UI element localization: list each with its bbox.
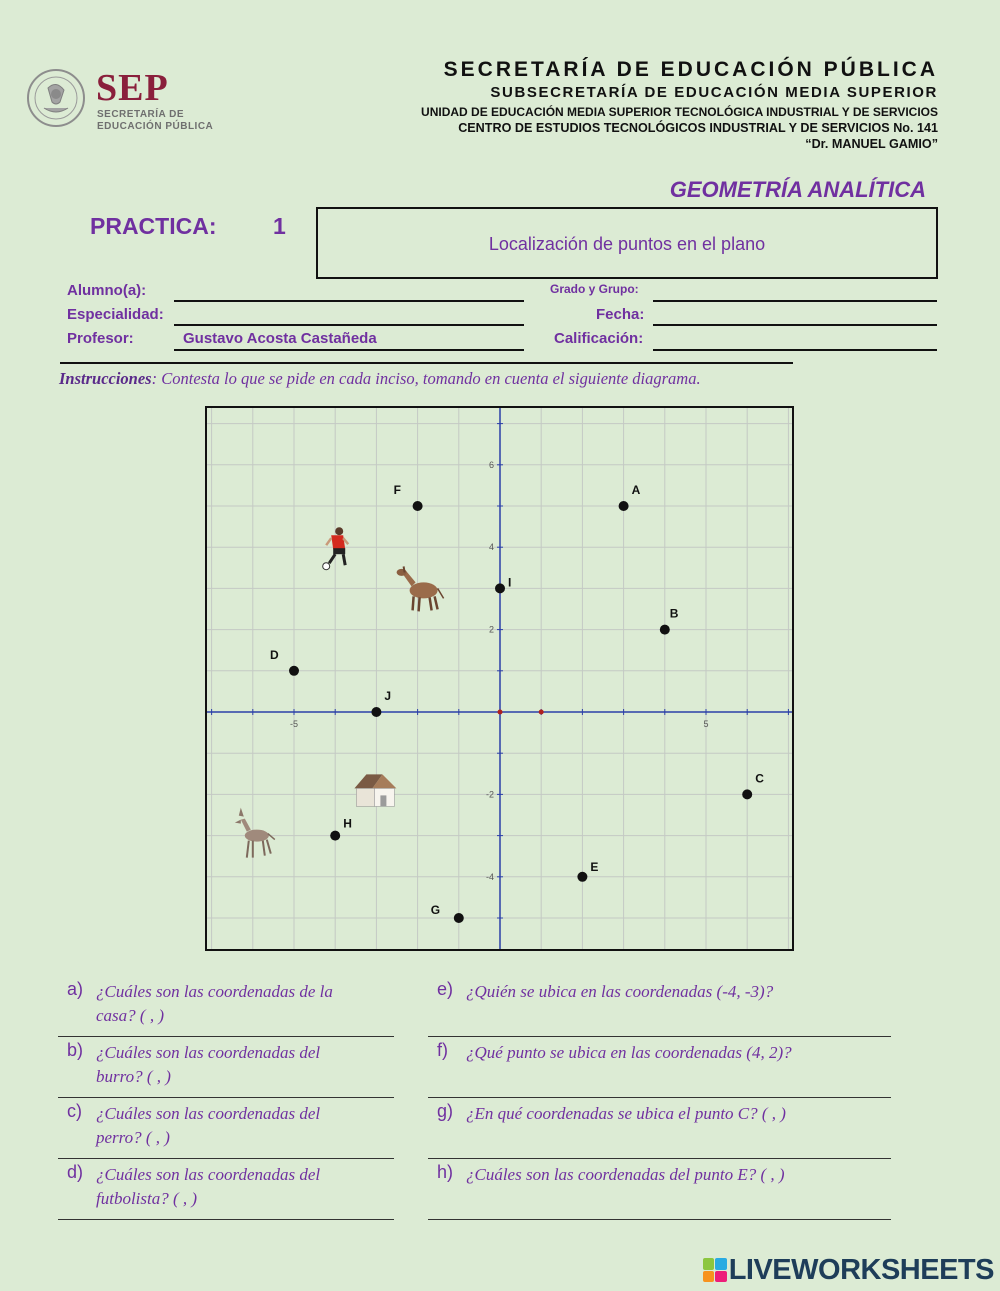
question-letter: e) (437, 979, 454, 999)
answer-line[interactable] (58, 1219, 394, 1220)
question-text: ¿Cuáles son las coordenadas de la casa? ( , ) (96, 982, 333, 1025)
coordinate-plane (205, 406, 794, 951)
point-label: C (755, 771, 764, 786)
question-text: ¿Quién se ubica en las coordenadas (-4, -3)? (466, 982, 774, 1001)
answer-line[interactable] (58, 1158, 394, 1159)
mexican-seal-icon (26, 68, 86, 128)
question-letter: b) (67, 1040, 84, 1060)
point-a (619, 501, 629, 511)
point-label: F (393, 483, 401, 497)
topic-box (316, 207, 938, 279)
point-label: H (343, 816, 352, 831)
question-letter: c) (67, 1101, 82, 1121)
subject-title: GEOMETRÍA ANALÍTICA (669, 177, 926, 202)
answer-line[interactable] (428, 1097, 891, 1098)
grade-label: Calificación: (554, 330, 644, 347)
topic-text: Localización de puntos en el plano (488, 234, 766, 254)
question-letter: a) (67, 979, 84, 999)
question-letter: d) (67, 1162, 84, 1182)
point-j (371, 707, 381, 717)
question-text: ¿Qué punto se ubica en las coordenadas (4, 2)? (466, 1043, 792, 1062)
point-g (454, 913, 464, 923)
practice-label: PRACTICA: (90, 213, 217, 239)
answer-line[interactable] (428, 1158, 891, 1159)
header-line: SECRETARÍA DE EDUCACIÓN PÚBLICA (443, 58, 938, 81)
point-label: A (631, 483, 641, 497)
answer-line[interactable] (58, 1036, 394, 1037)
instructions (59, 369, 701, 389)
question-letter: h) (437, 1162, 454, 1182)
point-b (660, 625, 670, 635)
point-h (330, 831, 340, 841)
dog-icon (235, 808, 275, 858)
origin-marker (539, 710, 544, 715)
point-label: J (384, 689, 392, 703)
point-label: I (508, 575, 512, 590)
answer-line[interactable] (428, 1219, 891, 1220)
coordinate-plane-svg (207, 408, 792, 949)
liveworksheets-logo (703, 1254, 994, 1286)
sep-logo (26, 66, 226, 136)
header-line: CENTRO DE ESTUDIOS TECNOLÓGICOS INDUSTRIAL Y DE SERVICIOS No. 141 (458, 121, 938, 135)
question-text: ¿En qué coordenadas se ubica el punto C? ( , ) (466, 1104, 786, 1123)
sep-logo-subtitle: EDUCACIÓN PÚBLICA (97, 121, 214, 132)
specialty-field[interactable] (174, 324, 524, 326)
teacher-name: Gustavo Acosta Castañeda (183, 330, 377, 347)
practice-number: 1 (273, 213, 286, 239)
header-line: SUBSECRETARÍA DE EDUCACIÓN MEDIA SUPERIOR (490, 84, 938, 101)
y-tick-label: -4 (485, 871, 494, 882)
liveworksheets-text: LIVEWORKSHEETS (728, 1253, 994, 1286)
x-tick-label: -5 (289, 719, 299, 729)
student-label: Alumno(a): (67, 282, 147, 299)
point-label: D (270, 647, 279, 662)
point-label: E (590, 859, 599, 874)
group-field[interactable] (653, 300, 937, 302)
answer-line[interactable] (428, 1036, 891, 1037)
liveworksheets-mark-icon (703, 1258, 727, 1282)
teacher-field-line (174, 349, 524, 351)
grade-field[interactable] (653, 349, 937, 351)
y-tick-label: 4 (488, 542, 494, 553)
donkey-icon (397, 566, 444, 611)
y-tick-label: 2 (488, 624, 494, 635)
point-label: B (669, 606, 679, 621)
group-label: Grado y Grupo: (550, 282, 639, 296)
point-d (289, 666, 299, 676)
question-letter: f) (437, 1040, 448, 1060)
sep-logo-subtitle: SECRETARÍA DE (97, 109, 185, 120)
student-field[interactable] (174, 300, 524, 302)
instructions-text: : Contesta lo que se pide en cada inciso, tomando en cuenta el siguiente diagrama. (151, 369, 701, 388)
point-i (495, 583, 505, 593)
point-f (413, 501, 423, 511)
question-text: ¿Cuáles son las coordenadas del perro? ( , ) (96, 1104, 321, 1147)
point-c (742, 789, 752, 799)
header-line: UNIDAD DE EDUCACIÓN MEDIA SUPERIOR TECNOLÓGICA INDUSTRIAL Y DE SERVICIOS (421, 105, 938, 119)
date-field[interactable] (653, 324, 937, 326)
point-label: G (430, 903, 441, 917)
question-text: ¿Cuáles son las coordenadas del futbolista? ( , ) (96, 1165, 321, 1208)
teacher-label: Profesor: (67, 330, 134, 347)
sep-logo-text: SEP (96, 67, 169, 109)
instructions-label: Instrucciones (59, 369, 152, 388)
x-tick-label: 5 (703, 719, 709, 729)
specialty-label: Especialidad: (67, 306, 164, 323)
y-tick-label: -2 (485, 789, 494, 800)
date-label: Fecha: (596, 306, 645, 323)
answer-line[interactable] (58, 1097, 394, 1098)
question-letter: g) (437, 1101, 454, 1121)
header-line: “Dr. MANUEL GAMIO” (805, 137, 938, 151)
question-text: ¿Cuáles son las coordenadas del punto E? ( , ) (466, 1165, 785, 1184)
divider (60, 362, 793, 364)
point-e (577, 872, 587, 882)
question-text: ¿Cuáles son las coordenadas del burro? ( , ) (96, 1043, 321, 1086)
y-tick-label: 6 (488, 459, 494, 470)
house-icon (354, 774, 396, 806)
origin-marker (498, 710, 503, 715)
